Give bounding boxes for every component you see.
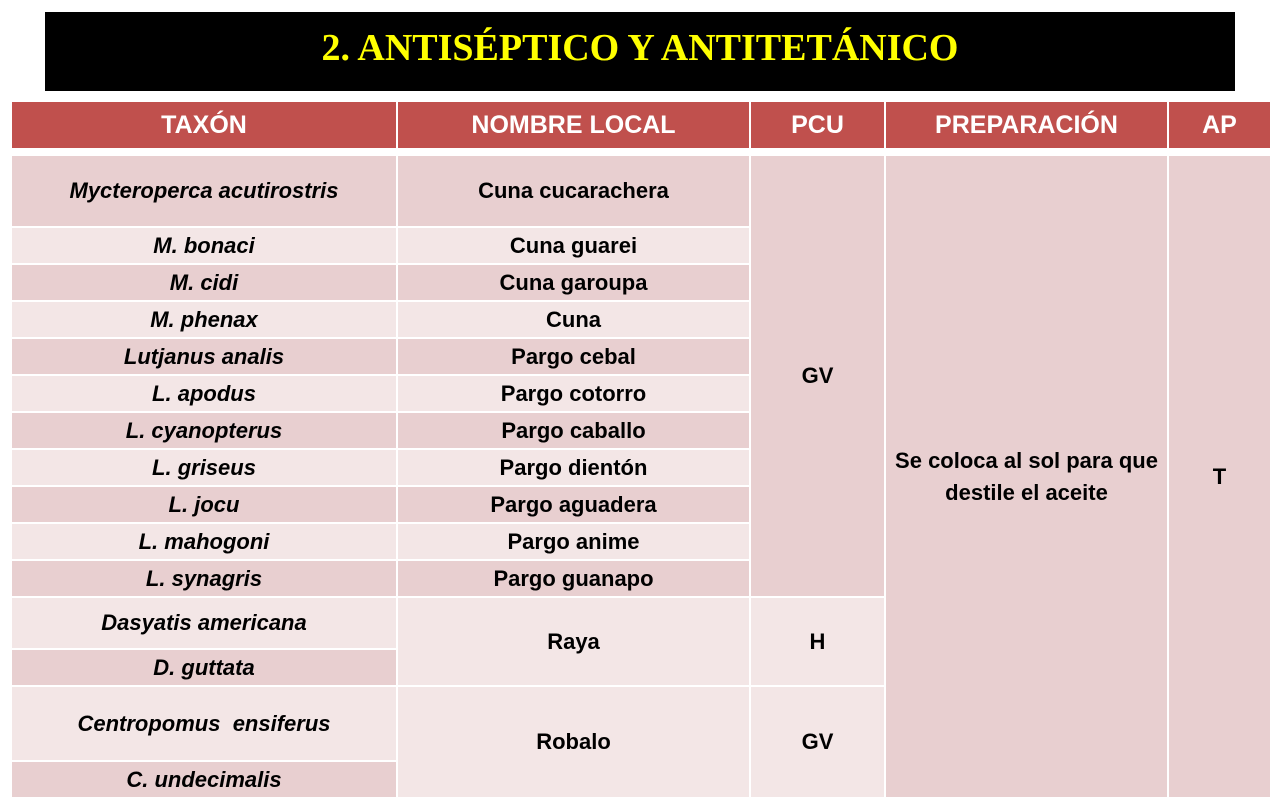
title-bar	[45, 12, 1235, 91]
nombre-cell: Cuna	[397, 301, 750, 338]
pcu-cell: GV	[750, 686, 885, 798]
nombre-cell: Pargo cotorro	[397, 375, 750, 412]
nombre-cell: Raya	[397, 597, 750, 686]
taxon-cell: L. griseus	[11, 449, 397, 486]
ap-cell: T	[1168, 155, 1271, 798]
taxon-cell: L. mahogoni	[11, 523, 397, 560]
taxon-cell: M. bonaci	[11, 227, 397, 264]
nombre-cell: Pargo guanapo	[397, 560, 750, 597]
header-preparacion: PREPARACIÓN	[885, 101, 1168, 149]
header-taxon: TAXÓN	[11, 101, 397, 149]
taxon-cell: D. guttata	[11, 649, 397, 686]
nombre-cell: Pargo anime	[397, 523, 750, 560]
pcu-cell: H	[750, 597, 885, 686]
header-nombre-local: NOMBRE LOCAL	[397, 101, 750, 149]
taxon-cell: M. phenax	[11, 301, 397, 338]
header-ap: AP	[1168, 101, 1271, 149]
taxon-cell: Dasyatis americana	[11, 597, 397, 649]
taxon-cell: L. cyanopterus	[11, 412, 397, 449]
nombre-cell: Cuna garoupa	[397, 264, 750, 301]
taxon-cell: Centropomus ensiferus	[11, 686, 397, 761]
taxon-cell: L. apodus	[11, 375, 397, 412]
pcu-cell: GV	[750, 155, 885, 597]
taxon-cell: Mycteroperca acutirostris	[11, 155, 397, 227]
nombre-cell: Pargo dientón	[397, 449, 750, 486]
preparacion-text: Se coloca al sol para que destile el aceite	[895, 447, 1158, 505]
nombre-cell: Robalo	[397, 686, 750, 798]
taxon-cell: L. synagris	[11, 560, 397, 597]
nombre-cell: Cuna cucarachera	[397, 155, 750, 227]
slide-title: 2. ANTISÉPTICO Y ANTITETÁNICO	[321, 27, 959, 69]
data-table	[10, 100, 1272, 799]
table-row	[11, 155, 1271, 227]
nombre-cell: Pargo caballo	[397, 412, 750, 449]
nombre-cell: Pargo cebal	[397, 338, 750, 375]
taxon-cell: C. undecimalis	[11, 761, 397, 798]
header-pcu: PCU	[750, 101, 885, 149]
nombre-cell: Cuna guarei	[397, 227, 750, 264]
taxon-cell: L. jocu	[11, 486, 397, 523]
header-row	[11, 101, 1271, 149]
preparacion-cell	[885, 155, 1168, 798]
taxon-cell: Lutjanus analis	[11, 338, 397, 375]
taxon-cell: M. cidi	[11, 264, 397, 301]
nombre-cell: Pargo aguadera	[397, 486, 750, 523]
